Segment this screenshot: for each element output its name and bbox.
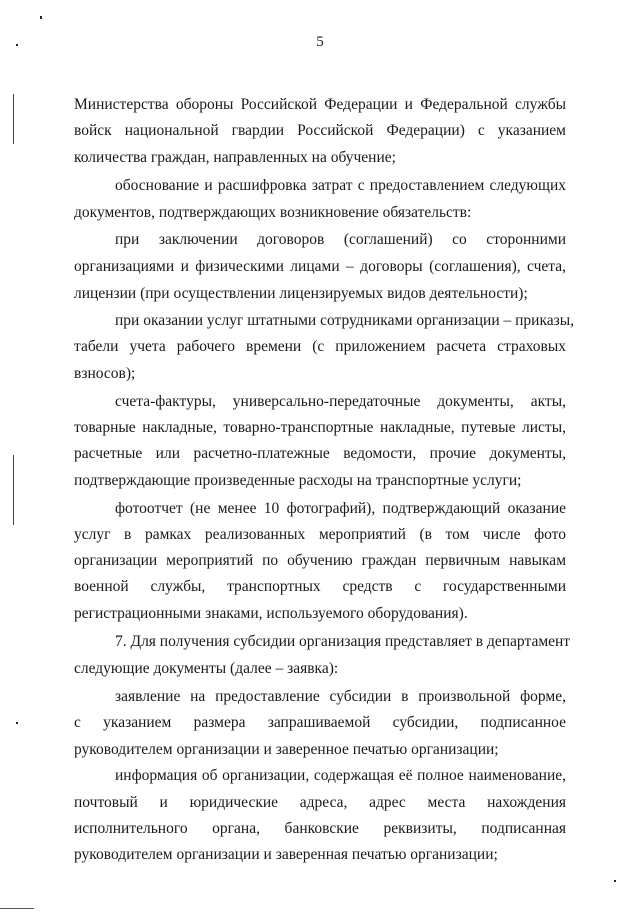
text-line: войск национальной гвардии Российской Федерации) с указанием bbox=[74, 122, 566, 140]
text-line: услуг в рамках реализованных мероприятий (в том числе фото bbox=[74, 526, 566, 544]
text-line: информация об организации, содержащая её полное наименование, bbox=[115, 767, 566, 785]
text-line: взносов); bbox=[74, 365, 136, 383]
text-line: 7. Для получения субсидии организация представляет в департамент bbox=[115, 632, 571, 650]
text-line: фотоотчет (не менее 10 фотографий), подтверждающий оказание bbox=[115, 499, 566, 517]
text-line: следующие документы (далее – заявка): bbox=[74, 660, 339, 678]
scan-mark bbox=[13, 94, 14, 144]
text-line: исполнительного органа, банковские реквизиты, подписанная bbox=[74, 819, 566, 837]
text-line: расчетные или расчетно-платежные ведомости, прочие документы, bbox=[74, 445, 566, 463]
text-line: регистрационными знаками, используемого оборудования). bbox=[74, 605, 468, 623]
text-line: табели учета рабочего времени (с приложением расчета страховых bbox=[74, 338, 566, 356]
text-line: при оказании услуг штатными сотрудниками организации – приказы, bbox=[115, 312, 575, 330]
text-line: товарные накладные, товарно-транспортные накладные, путевые листы, bbox=[74, 419, 566, 437]
text-line: при заключении договоров (соглашений) со сторонними bbox=[115, 231, 566, 249]
text-line: руководителем организации и заверенная печатью организации; bbox=[74, 845, 498, 863]
text-line: с указанием размера запрашиваемой субсидии, подписанное bbox=[74, 713, 566, 731]
scan-mark bbox=[614, 880, 616, 882]
page-number: 5 bbox=[316, 34, 324, 50]
text-line: обоснование и расшифровка затрат с предоставлением следующих bbox=[115, 176, 566, 194]
text-line: документов, подтверждающих возникновение обязательств: bbox=[74, 203, 472, 221]
scan-mark bbox=[0, 908, 34, 909]
text-line: почтовый и юридические адреса, адрес места нахождения bbox=[74, 793, 566, 811]
text-line: подтверждающие произведенные расходы на транспортные услуги; bbox=[74, 472, 522, 490]
text-line: военной службы, транспортных средств с государственными bbox=[74, 578, 566, 596]
document-body bbox=[74, 92, 575, 868]
text-line: счета-фактуры, универсально-передаточные документы, акты, bbox=[115, 392, 566, 410]
scan-mark bbox=[16, 44, 18, 46]
text-line: заявление на предоставление субсидии в произвольной форме, bbox=[115, 687, 566, 705]
text-line: организации мероприятий по обучению граждан первичным навыкам bbox=[74, 552, 566, 570]
text-line: Министерства обороны Российской Федерации и Федеральной службы bbox=[74, 96, 566, 113]
text-line: руководителем организации и заверенное печатью организации; bbox=[74, 740, 499, 758]
text-line: количества граждан, направленных на обучение; bbox=[74, 149, 396, 167]
text-line: организациями и физическими лицами – договоры (соглашения), счета, bbox=[74, 257, 566, 275]
text-line: лицензии (при осуществлении лицензируемых видов деятельности); bbox=[74, 284, 528, 302]
scan-mark bbox=[16, 722, 18, 724]
scan-mark bbox=[13, 455, 14, 525]
scan-mark bbox=[40, 16, 42, 19]
